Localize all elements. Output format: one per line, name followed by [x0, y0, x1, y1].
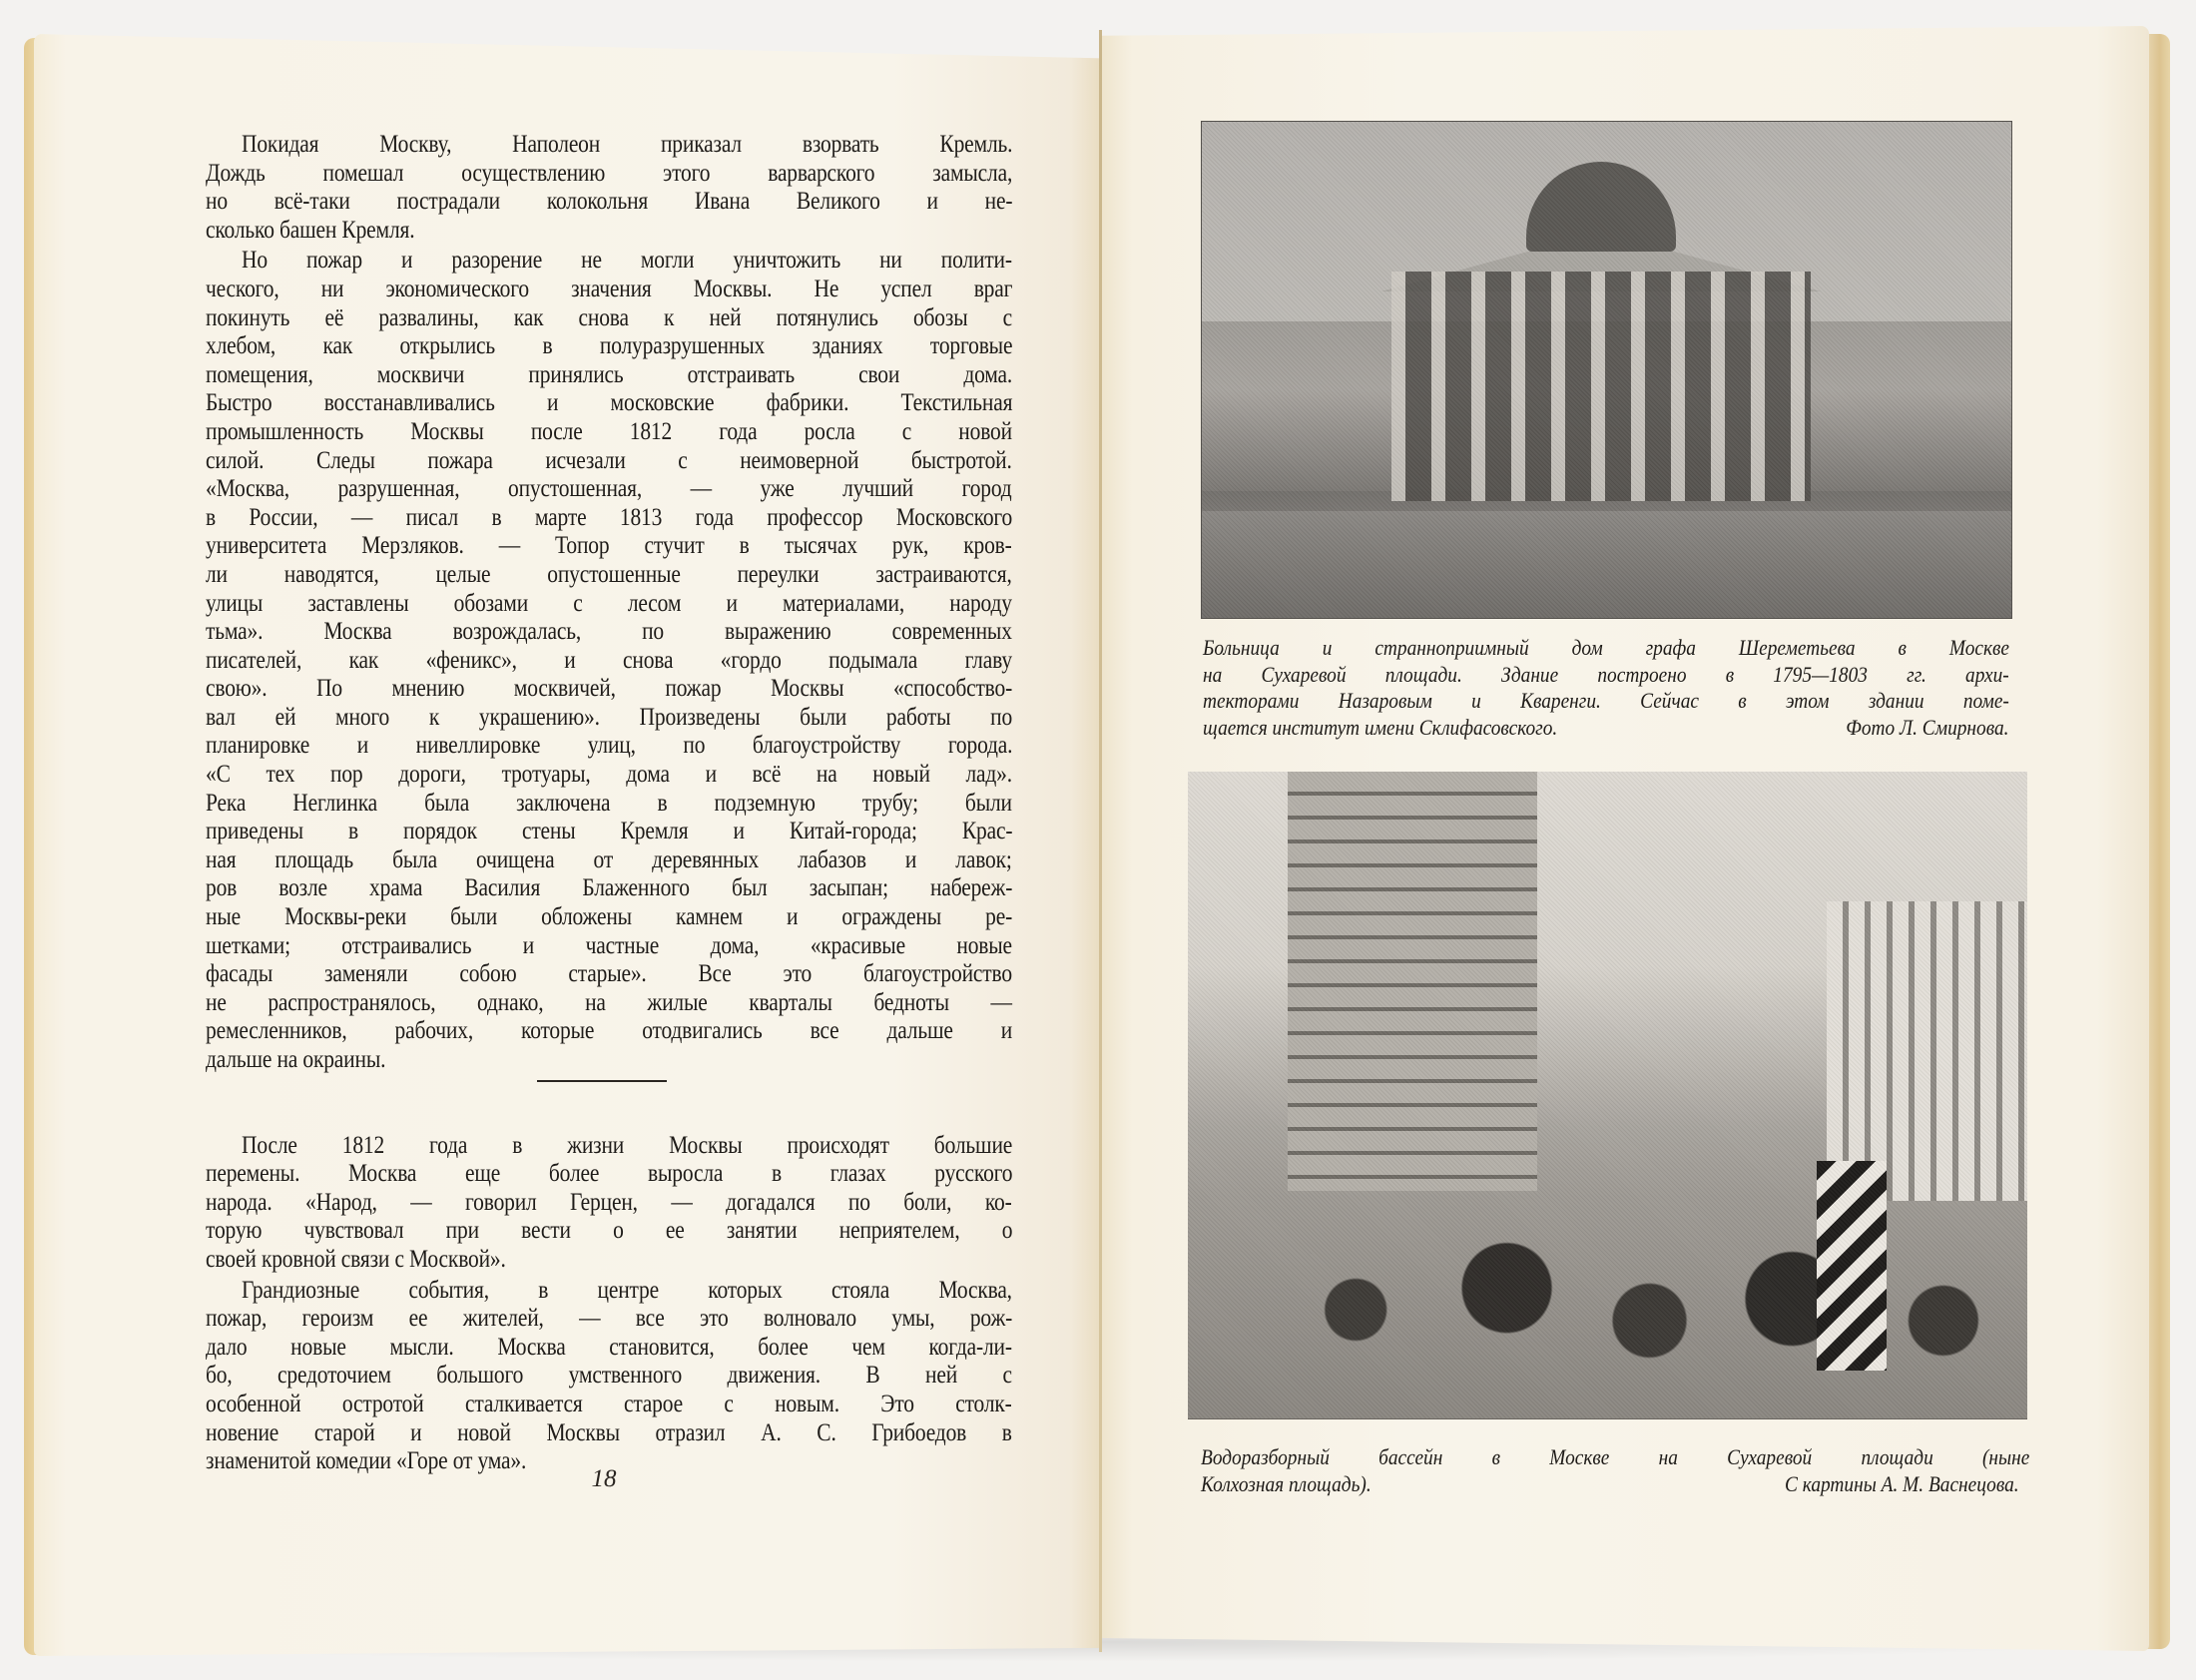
caption-line: на Сухаревой площади. Здание построено в 1795—1803 гг. архи-: [1203, 661, 2009, 687]
text-line: торую чувствовал при вести о ее занятии неприятелем, о: [206, 1217, 1013, 1245]
text-line: народа. «Народ, — говорил Герцен, — догадался по боли, ко-: [206, 1188, 1012, 1216]
text-line: перемены. Москва еще более выросла в глазах русского: [206, 1160, 1013, 1188]
text-line: Быстро восстанавливались и московские фабрики. Текстильная: [206, 389, 1013, 417]
text-line: ремесленников, рабочих, которые отодвигались все дальше и: [206, 1017, 1013, 1045]
text-line: покинуть её развалины, как снова к ней потянулись обозы с: [206, 303, 1013, 331]
text-line: в России, — писал в марте 1813 года профессор Московского: [206, 503, 1013, 531]
text-line: новение старой и новой Москвы отразил А. С. Грибоедов в: [206, 1418, 1012, 1446]
text-line: Но пожар и разорение не могли уничтожить ни полити-: [242, 247, 1012, 275]
text-line: «Москва, разрушенная, опустошенная, — уже лучший город: [206, 475, 1012, 503]
text-line: ли наводятся, целые опустошенные переулки застраиваются,: [206, 560, 1012, 588]
figure-photo-sheremetev-hospice: [1201, 121, 2012, 619]
text-line: но всё-таки пострадали колокольня Ивана Великого и не-: [206, 188, 1013, 216]
painting-credit: С картины А. М. Васнецова.: [1785, 1470, 2019, 1496]
text-line: университета Мерзляков. — Топор стучит в тысячах рук, кров-: [206, 532, 1012, 560]
text-line: улицы заставлены обозами с лесом и материалами, народу: [206, 589, 1012, 617]
page-number: 18: [591, 1465, 617, 1492]
caption-line: текторами Назаровым и Кваренги. Сейчас в этом здании поме-: [1203, 688, 2009, 713]
text-line: не распространялось, однако, на жилые кварталы бедноты —: [206, 988, 1012, 1016]
text-line: планировке и нивеллировке улиц, по благоустройству города.: [206, 732, 1013, 760]
caption-last-row: [1201, 1471, 2029, 1498]
text-line: своей кровной связи с Москвой».: [206, 1245, 506, 1273]
text-line: Покидая Москву, Наполеон приказал взорвать Кремль.: [242, 131, 1013, 158]
text-line: тьма». Москва возрождалась, по выражению современных: [206, 618, 1012, 646]
painting-halftone-grain: [1188, 772, 2027, 1418]
text-line: приведены в порядок стены Кремля и Китай-города; Крас-: [206, 818, 1013, 845]
figure-caption-1: [1203, 635, 2009, 741]
photo-halftone-grain: [1202, 122, 2011, 618]
caption-last-row: [1203, 715, 2009, 742]
text-line: бо, средоточием большого умственного движения. В ней с: [206, 1362, 1012, 1390]
text-line: «С тех пор дороги, тротуары, дома и всё на новый лад».: [206, 761, 1012, 789]
text-line: дало новые мысли. Москва становится, более чем когда-ли-: [206, 1333, 1012, 1361]
text-line: особенной остротой сталкивается старое с новым. Это столк-: [206, 1390, 1012, 1417]
caption-line: Больница и странноприимный дом графа Шереметьева в Москве: [1203, 635, 2010, 660]
text-line: свою». По мнению москвичей, пожар Москвы «способство-: [206, 675, 1013, 703]
book-spine: [1099, 30, 1102, 1652]
text-line: сколько башен Кремля.: [206, 216, 415, 244]
left-page-text: [206, 131, 1012, 1476]
text-line: писателей, как «феникс», и снова «гордо подымала главу: [206, 646, 1012, 674]
text-line: фасады заменяли собою старые». Все это благоустройство: [206, 960, 1012, 988]
text-line: силой. Следы пожара исчезали с неимоверной быстротой.: [206, 446, 1012, 474]
text-line: Грандиозные события, в центре которых стояла Москва,: [242, 1276, 1012, 1304]
text-line: Дождь помешал осуществлению этого варварского замысла,: [206, 159, 1013, 187]
section-separator-rule: [537, 1080, 667, 1082]
text-line: После 1812 года в жизни Москвы происходят большие: [242, 1131, 1013, 1159]
text-line: вал ей много к украшению». Произведены были работы по: [206, 703, 1013, 731]
text-line: Река Неглинка была заключена в подземную трубу; были: [206, 789, 1012, 817]
figure-painting-sukharevskaya-fountain: [1188, 772, 2027, 1419]
section-gap: [206, 1075, 1012, 1132]
photo-credit: Фото Л. Смирнова.: [1846, 714, 2009, 740]
figure-caption-2: [1201, 1444, 2029, 1497]
caption-line: щается институт имени Склифасовского.: [1203, 714, 1558, 740]
text-line: шетками; отстраивались и частные дома, «красивые новые: [206, 931, 1012, 959]
text-line: промышленность Москвы после 1812 года росла с новой: [206, 417, 1012, 445]
text-line: ная площадь была очищена от деревянных лабазов и лавок;: [206, 845, 1012, 873]
text-line: ческого, ни экономического значения Москвы. Не успел враг: [206, 275, 1013, 302]
text-line: ные Москвы-реки были обложены камнем и ограждены ре-: [206, 903, 1013, 931]
caption-line: Водоразборный бассейн в Москве на Сухаревой площади (ныне: [1201, 1444, 2030, 1469]
caption-line: Колхозная площадь).: [1201, 1470, 1372, 1496]
text-line: хлебом, как открылись в полуразрушенных зданиях торговые: [206, 332, 1013, 360]
text-line: пожар, героизм ее жителей, — все это волновало умы, рож-: [206, 1305, 1013, 1333]
text-line: знаменитой комедии «Горе от ума».: [206, 1447, 527, 1475]
text-line: помещения, москвичи принялись отстраивать свои дома.: [206, 360, 1013, 388]
text-line: дальше на окраины.: [206, 1046, 386, 1073]
text-line: ров возле храма Василия Блаженного был засыпан; набереж-: [206, 874, 1013, 902]
